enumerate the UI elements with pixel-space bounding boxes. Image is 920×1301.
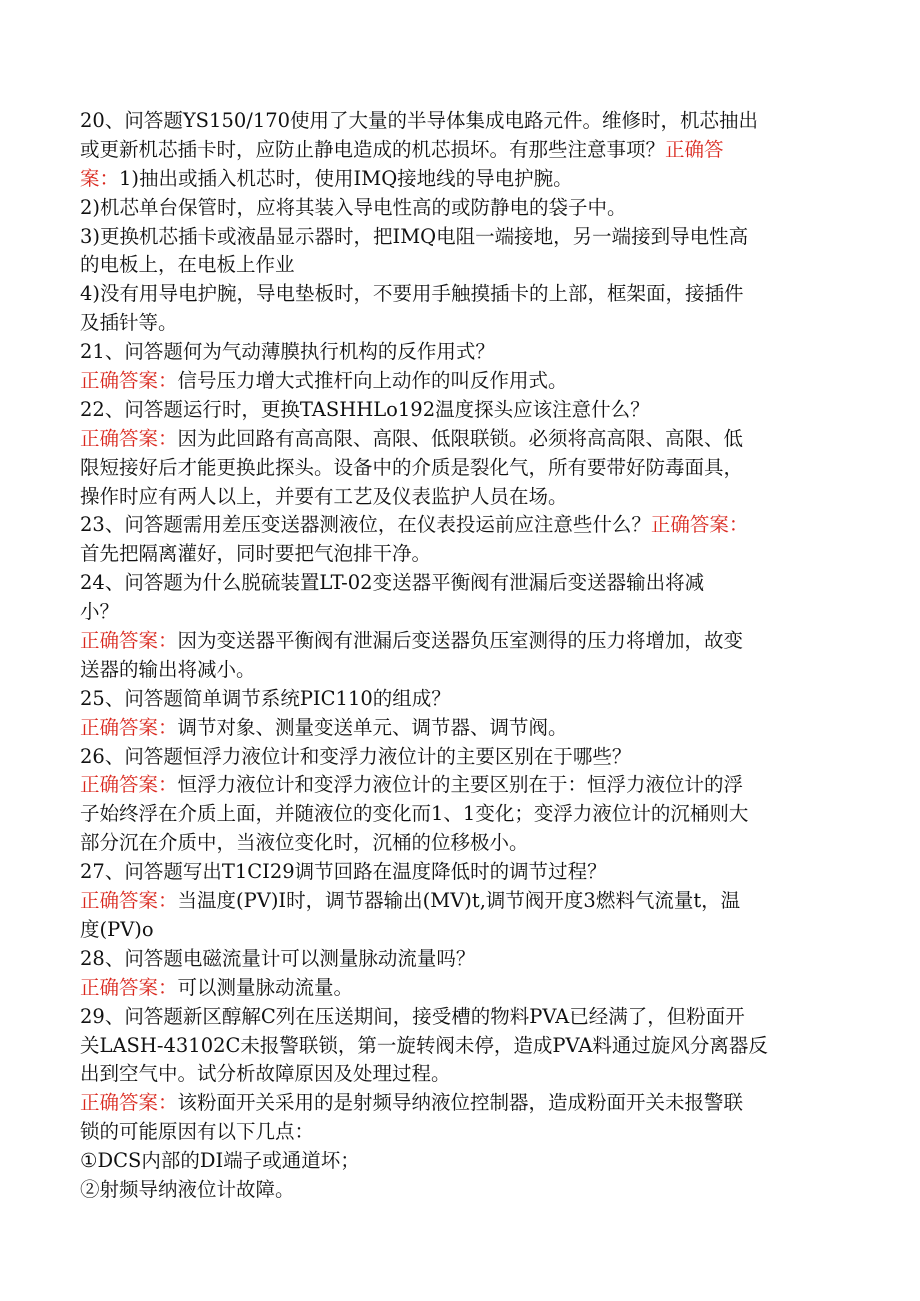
line-text: 26、问答题恒浮力液位计和变浮力液位计的主要区别在于哪些？	[80, 744, 632, 768]
line-text: 恒浮力液位计和变浮力液位计的主要区别在于：恒浮力液位计的浮	[177, 773, 744, 797]
text-line	[80, 829, 820, 858]
line-text: 关LASH-43102C未报警联锁，第一旋转阀未停，造成PVA料通过旋风分离器反	[80, 1033, 768, 1057]
line-text: 小？	[80, 600, 120, 624]
line-text: 29、问答题新区醇解C列在压送期间，接受槽的物料PVA已经满了，但粉面开	[80, 1004, 745, 1028]
text-line	[80, 1032, 820, 1061]
line-text: 锁的可能原因有以下几点：	[80, 1120, 315, 1144]
line-text: 1)抽出或插入机芯时，使用IMQ接地线的导电护腕。	[119, 166, 573, 190]
line-text: 可以测量脉动流量。	[177, 975, 354, 999]
answer-label: 正确答案：	[80, 1091, 178, 1115]
line-text: 调节对象、测量变送单元、调节器、调节阀。	[177, 715, 568, 739]
text-line	[80, 165, 820, 194]
line-text: 度(PV)o	[80, 917, 154, 941]
answer-label: 正确答案：	[80, 975, 178, 999]
line-text: 或更新机芯插卡时，应防止静电造成的机芯损坏。有那些注意事项？	[80, 137, 666, 161]
answer-label: 正确答案：	[80, 629, 178, 653]
line-text: 因为变送器平衡阀有泄漏后变送器负压室测得的压力将增加，故变	[177, 629, 744, 653]
text-line	[80, 1089, 820, 1118]
line-text: 21、问答题何为气动薄膜执行机构的反作用式？	[80, 340, 495, 364]
line-text: 28、问答题电磁流量计可以测量脉动流量吗？	[80, 946, 476, 970]
line-text: 2)机芯单台保管时，应将其装入导电性高的或防静电的袋子中。	[80, 195, 627, 219]
line-text: 当温度(PV)I时，调节器输出(MV)t,调节阀开度3燃料气流量t，温	[177, 889, 741, 913]
answer-label: 正确答案：	[80, 369, 178, 393]
text-line	[80, 627, 820, 656]
document-body	[80, 107, 820, 1205]
text-line	[80, 771, 820, 800]
text-line	[80, 656, 820, 685]
text-line	[80, 194, 820, 223]
line-text: 操作时应有两人以上，并要有工艺及仪表监护人员在场。	[80, 484, 568, 508]
line-text: 23、问答题需用差压变送器测液位，在仪表投运前应注意些什么？	[80, 513, 651, 537]
answer-label: 正确答案：	[650, 513, 749, 537]
line-text: 首先把隔离灌好，同时要把气泡排干净。	[80, 542, 432, 566]
text-line	[80, 367, 820, 396]
line-text: 子始终浮在介质上面，并随液位的变化而1、1变化；变浮力液位计的沉桶则大	[80, 802, 749, 826]
text-line	[80, 1060, 820, 1089]
line-text: 出到空气中。试分析故障原因及处理过程。	[80, 1062, 451, 1086]
text-line	[80, 107, 820, 136]
answer-label: 正确答案：	[80, 426, 178, 450]
line-text: 24、问答题为什么脱硫装置LT-02变送器平衡阀有泄漏后变送器输出将减	[80, 571, 705, 595]
text-line	[80, 251, 820, 280]
answer-label: 正确答案：	[80, 715, 178, 739]
text-line	[80, 223, 820, 252]
text-line	[80, 396, 820, 425]
text-line	[80, 714, 820, 743]
text-line	[80, 338, 820, 367]
text-line	[80, 1176, 820, 1205]
line-text: ①DCS内部的DI端子或通道坏；	[80, 1149, 360, 1173]
text-line	[80, 800, 820, 829]
line-text: 的电板上，在电板上作业	[80, 253, 295, 277]
answer-label: 正确答案：	[80, 773, 178, 797]
text-line	[80, 569, 820, 598]
text-line	[80, 916, 820, 945]
text-line	[80, 685, 820, 714]
text-line	[80, 425, 820, 454]
text-line	[80, 1003, 820, 1032]
text-line	[80, 974, 820, 1003]
answer-label: 正确答	[665, 137, 724, 161]
text-line	[80, 887, 820, 916]
text-line	[80, 1118, 820, 1147]
line-text: ②射频导纳液位计故障。	[80, 1177, 295, 1201]
line-text: 送器的输出将减小。	[80, 657, 256, 681]
text-line	[80, 454, 820, 483]
text-line	[80, 280, 820, 309]
line-text: 20、问答题YS150/170使用了大量的半导体集成电路元件。维修时，机芯抽出	[80, 109, 759, 132]
line-text: 信号压力增大式推杆向上动作的叫反作用式。	[177, 369, 568, 393]
text-line	[80, 945, 820, 974]
text-line	[80, 483, 820, 512]
text-line	[80, 540, 820, 569]
text-line	[80, 309, 820, 338]
text-line	[80, 743, 820, 772]
line-text: 3)更换机芯插卡或液晶显示器时，把IMQ电阻一端接地，另一端接到导电性高	[80, 224, 749, 248]
line-text: 及插针等。	[80, 311, 178, 335]
line-text: 4)没有用导电护腕，导电垫板时，不要用手触摸插卡的上部，框架面，接插件	[80, 282, 744, 306]
line-text: 因为此回路有高高限、高限、低限联锁。必须将高高限、高限、低	[177, 426, 744, 450]
line-text: 该粉面开关采用的是射频导纳液位控制器，造成粉面开关未报警联	[177, 1091, 744, 1115]
line-text: 22、问答题运行时，更换TASHHLo192温度探头应该注意什么？	[80, 397, 650, 421]
text-line	[80, 858, 820, 887]
line-text: 限短接好后才能更换此探头。设备中的介质是裂化气，所有要带好防毒面具，	[80, 455, 744, 479]
line-text: 25、问答题简单调节系统PIC110的组成？	[80, 686, 451, 710]
text-line	[80, 136, 820, 165]
line-text: 27、问答题写出T1CI29调节回路在温度降低时的调节过程？	[80, 860, 607, 884]
text-line	[80, 511, 820, 540]
text-line	[80, 598, 820, 627]
text-line	[80, 1147, 820, 1176]
answer-label: 正确答案：	[80, 889, 178, 913]
line-text: 部分沉在介质中，当液位变化时，沉桶的位移极小。	[80, 831, 529, 855]
answer-label: 案：	[80, 166, 120, 190]
